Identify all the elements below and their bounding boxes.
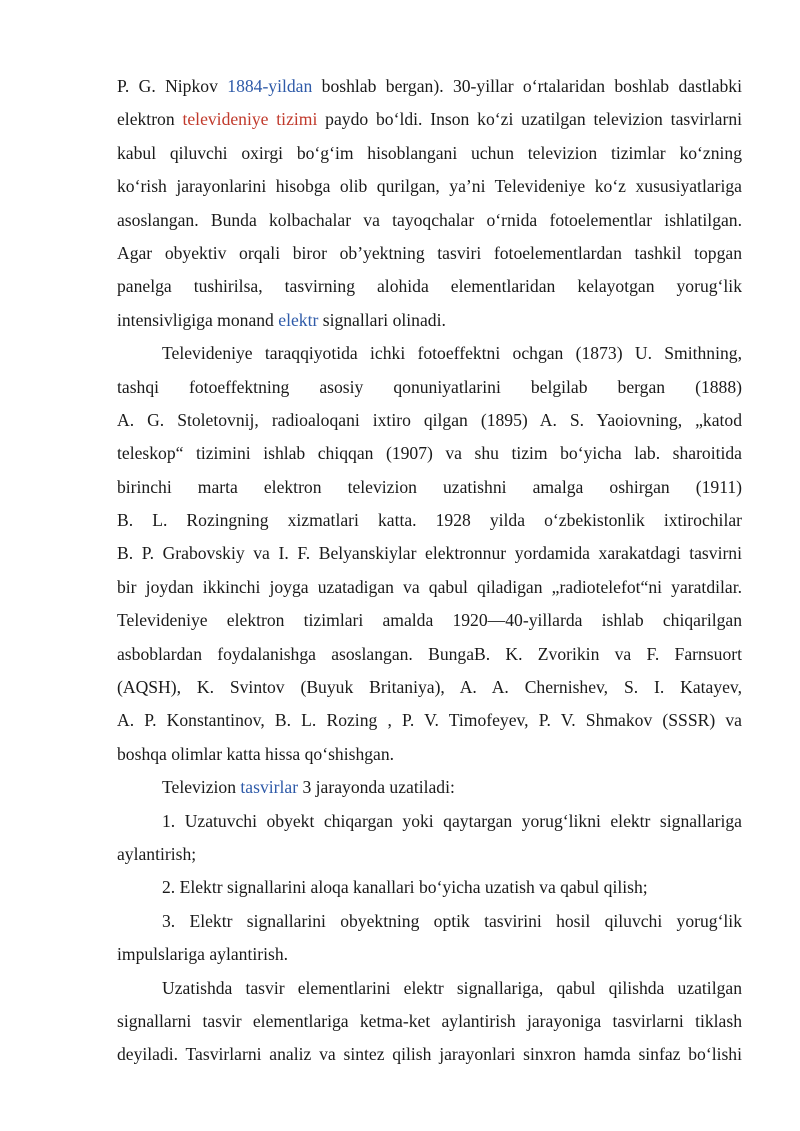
text-line: asboblardan foydalanishga asoslangan. BungaB. K. Zvorikin va F. Farnsuort (117, 643, 742, 664)
text-line: B. L. Rozingning xizmatlari katta. 1928 yilda o‘zbekistonlik ixtirochilar (117, 510, 742, 531)
text-line: P. G. Nipkov 1884-yildan boshlab bergan). 30-yillar o‘rtalaridan boshlab dastlabki (117, 76, 742, 96)
text-line: deyiladi. Tasvirlarni analiz va sintez qilish jarayonlari sinxron hamda sinfaz bo‘lishi (117, 1044, 742, 1065)
text-line: birinchi marta elektron televizion uzatishni amalga oshirgan (1911) (117, 476, 742, 497)
list-item (117, 805, 742, 872)
text-line: signallarni tasvir elementlariga ketma-ket aylantirish jarayoniga tasvirlarni tiklash (117, 1010, 742, 1031)
text-line: (AQSH), K. Svintov (Buyuk Britaniya), A. A. Chernishev, S. I. Katayev, (117, 677, 742, 698)
paragraph (117, 972, 742, 1072)
text-line: asoslangan. Bunda kolbachalar va tayoqchalar o‘rnida fotoelementlar ishlatilgan. (117, 209, 742, 230)
hyperlink[interactable]: televideniye tizimi (182, 109, 318, 130)
text-line: boshqa olimlar katta hissa qo‘shishgan. (117, 743, 395, 764)
text-line: panelga tushirilsa, tasvirning alohida elementlaridan kelayotgan yorug‘lik (117, 276, 742, 297)
hyperlink[interactable]: tasvirlar (240, 777, 299, 798)
paragraph (117, 771, 742, 804)
text-line: tashqi fotoeffektning asosiy qonuniyatlarini belgilab bergan (1888) (117, 376, 742, 397)
hyperlink[interactable]: 1884-yildan (227, 76, 313, 96)
paragraph (117, 337, 742, 771)
text-line: Televizion tasvirlar 3 jarayonda uzatiladi: (162, 777, 455, 798)
text-line: intensivligiga monand elektr signallari olinadi. (117, 309, 446, 330)
text-line: 1. Uzatuvchi obyekt chiqargan yoki qaytargan yorug‘likni elektr signallariga (162, 810, 742, 831)
text-line: Televideniye taraqqiyotida ichki fotoeffektni ochgan (1873) U. Smithning, (162, 343, 742, 364)
text-line: Uzatishda tasvir elementlarini elektr signallariga, qabul qilishda uzatilgan (162, 977, 742, 998)
text-line: kabul qiluvchi oxirgi bo‘g‘im hisoblangani uchun televizion tizimlar ko‘zning (117, 142, 742, 163)
text-line: 2. Elektr signallarini aloqa kanallari bo‘yicha uzatish va qabul qilish; (162, 877, 648, 898)
text-line: impulslariga aylantirish. (117, 944, 289, 965)
text-line: ko‘rish jarayonlarini hisobga olib qurilgan, ya’ni Televideniye ko‘z xususiyatlariga (117, 176, 742, 197)
text-line: aylantirish; (117, 843, 197, 864)
text-line: B. P. Grabovskiy va I. F. Belyanskiylar elektronnur yordamida xarakatdagi tasvirni (117, 543, 742, 564)
document-page (117, 70, 742, 1072)
hyperlink[interactable]: elektr (278, 309, 319, 330)
text-line: Televideniye elektron tizimlari amalda 1920—40-yillarda ishlab chiqarilgan (117, 610, 742, 631)
text-line: A. P. Konstantinov, B. L. Rozing , P. V. Timofeyev, P. V. Shmakov (SSSR) va (117, 710, 742, 731)
text-line: A. G. Stoletovnij, radioaloqani ixtiro qilgan (1895) A. S. Yaoiovning, „katod (117, 409, 742, 430)
text-line: Agar obyektiv orqali biror ob’yektning tasviri fotoelementlardan tashkil topgan (117, 242, 742, 263)
text-line: elektron televideniye tizimi paydo bo‘ldi. Inson ko‘zi uzatilgan televizion tasvirlarni (117, 109, 743, 130)
list-item (117, 905, 742, 972)
text-line: teleskop“ tizimini ishlab chiqqan (1907) va shu tizim bo‘yicha lab. sharoitida (117, 443, 742, 464)
text-line: bir joydan ikkinchi joyga uzatadigan va qabul qiladigan „radiotelefot“ni yaratdilar. (117, 576, 742, 597)
list-item (117, 871, 742, 904)
paragraph (117, 70, 742, 337)
text-line: 3. Elektr signallarini obyektning optik tasvirini hosil qiluvchi yorug‘lik (162, 910, 742, 931)
